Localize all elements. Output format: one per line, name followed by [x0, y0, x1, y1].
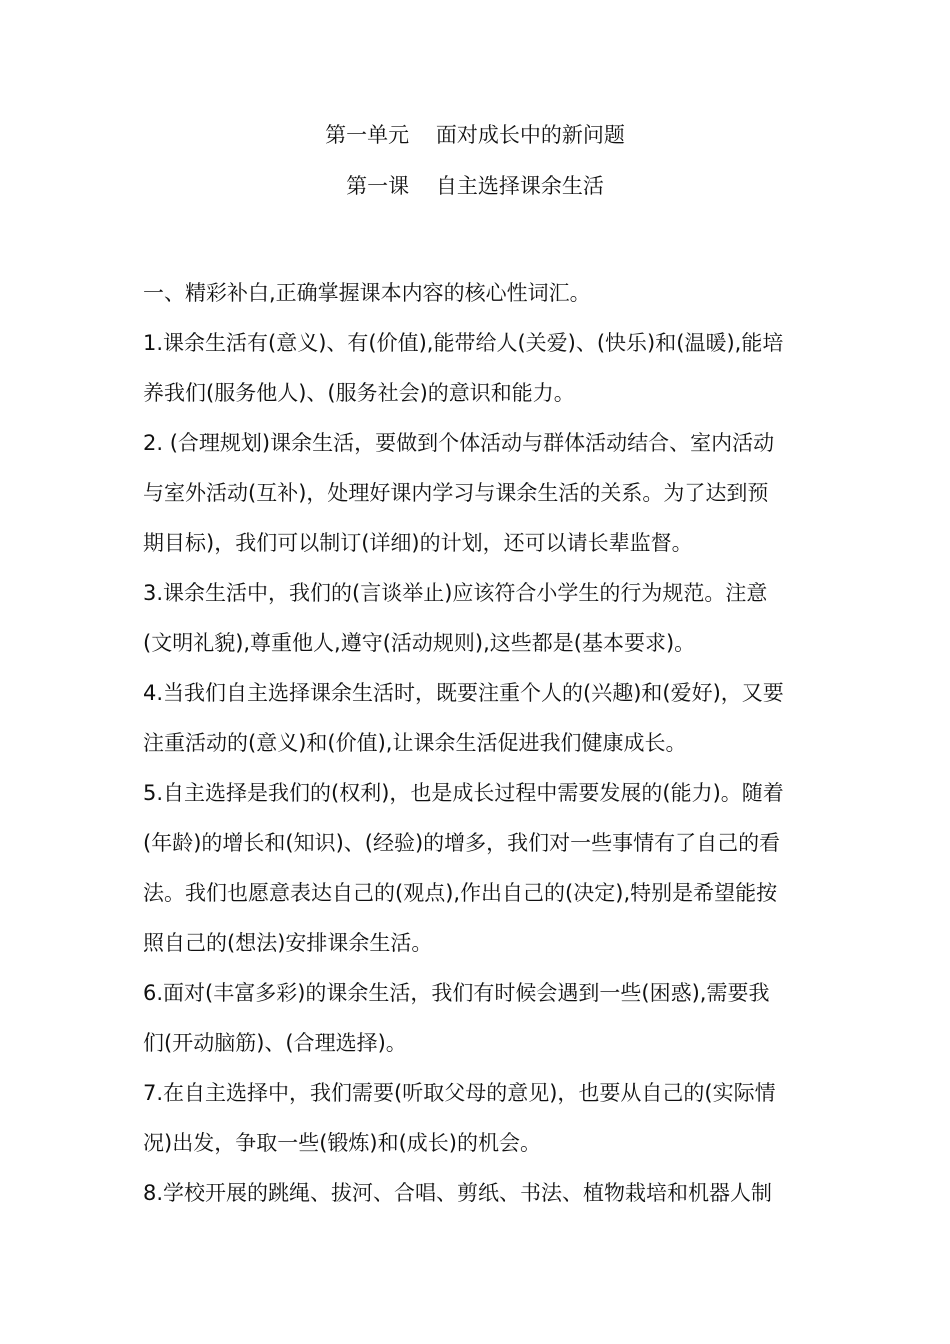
paragraph-3: [143, 568, 813, 668]
paragraph-line: (文明礼貌),尊重他人,遵守(活动规则),这些都是(基本要求)。: [143, 631, 696, 655]
paragraph-4: [143, 668, 813, 768]
paragraph-line: 况)出发，争取一些(锻炼)和(成长)的机会。: [143, 1131, 541, 1155]
section-heading: 一、精彩补白,正确掌握课本内容的核心性词汇。: [143, 281, 591, 305]
paragraph-line: (年龄)的增长和(知识)、(经验)的增多，我们对一些事情有了自己的看: [143, 831, 781, 855]
paragraph-5: [143, 768, 813, 968]
document-body: [143, 268, 813, 1218]
paragraph-line: 注重活动的(意义)和(价值),让课余生活促进我们健康成长。: [143, 731, 687, 755]
paragraph-line: 们(开动脑筋)、(合理选择)。: [143, 1031, 407, 1055]
paragraph-line: 4.当我们自主选择课余生活时，既要注重个人的(兴趣)和(爱好)，又要: [143, 681, 784, 705]
unit-title: 第一单元 面对成长中的新问题: [325, 123, 625, 147]
paragraph-line: 期目标)，我们可以制订(详细)的计划，还可以请长辈监督。: [143, 531, 693, 555]
paragraph-line: 6.面对(丰富多彩)的课余生活，我们有时候会遇到一些(困惑),需要我: [143, 981, 770, 1005]
paragraph-line: 照自己的(想法)安排课余生活。: [143, 931, 433, 955]
paragraph-line: 法。我们也愿意表达自己的(观点),作出自己的(决定),特别是希望能按: [143, 881, 778, 905]
paragraph-6: [143, 968, 813, 1068]
paragraph-1: [143, 318, 813, 418]
paragraph-line: 5.自主选择是我们的(权利)，也是成长过程中需要发展的(能力)。随着: [143, 781, 784, 805]
paragraph-line: 8.学校开展的跳绳、拔河、合唱、剪纸、书法、植物栽培和机器人制: [143, 1181, 773, 1205]
paragraph-line: 2. (合理规划)课余生活，要做到个体活动与群体活动结合、室内活动: [143, 431, 775, 455]
paragraph-line: 1.课余生活有(意义)、有(价值),能带给人(关爱)、(快乐)和(温暖),能培: [143, 331, 784, 355]
paragraph-line: 3.课余生活中，我们的(言谈举止)应该符合小学生的行为规范。注意: [143, 581, 768, 605]
paragraph-line: 养我们(服务他人)、(服务社会)的意识和能力。: [143, 381, 575, 405]
paragraph-2: [143, 418, 813, 568]
paragraph-line: 7.在自主选择中，我们需要(听取父母的意见)，也要从自己的(实际情: [143, 1081, 776, 1105]
paragraph-line: 与室外活动(互补)，处理好课内学习与课余生活的关系。为了达到预: [143, 481, 769, 505]
lesson-title: 第一课 自主选择课余生活: [346, 174, 604, 198]
paragraph-7: [143, 1068, 813, 1168]
paragraph-8: [143, 1168, 813, 1218]
